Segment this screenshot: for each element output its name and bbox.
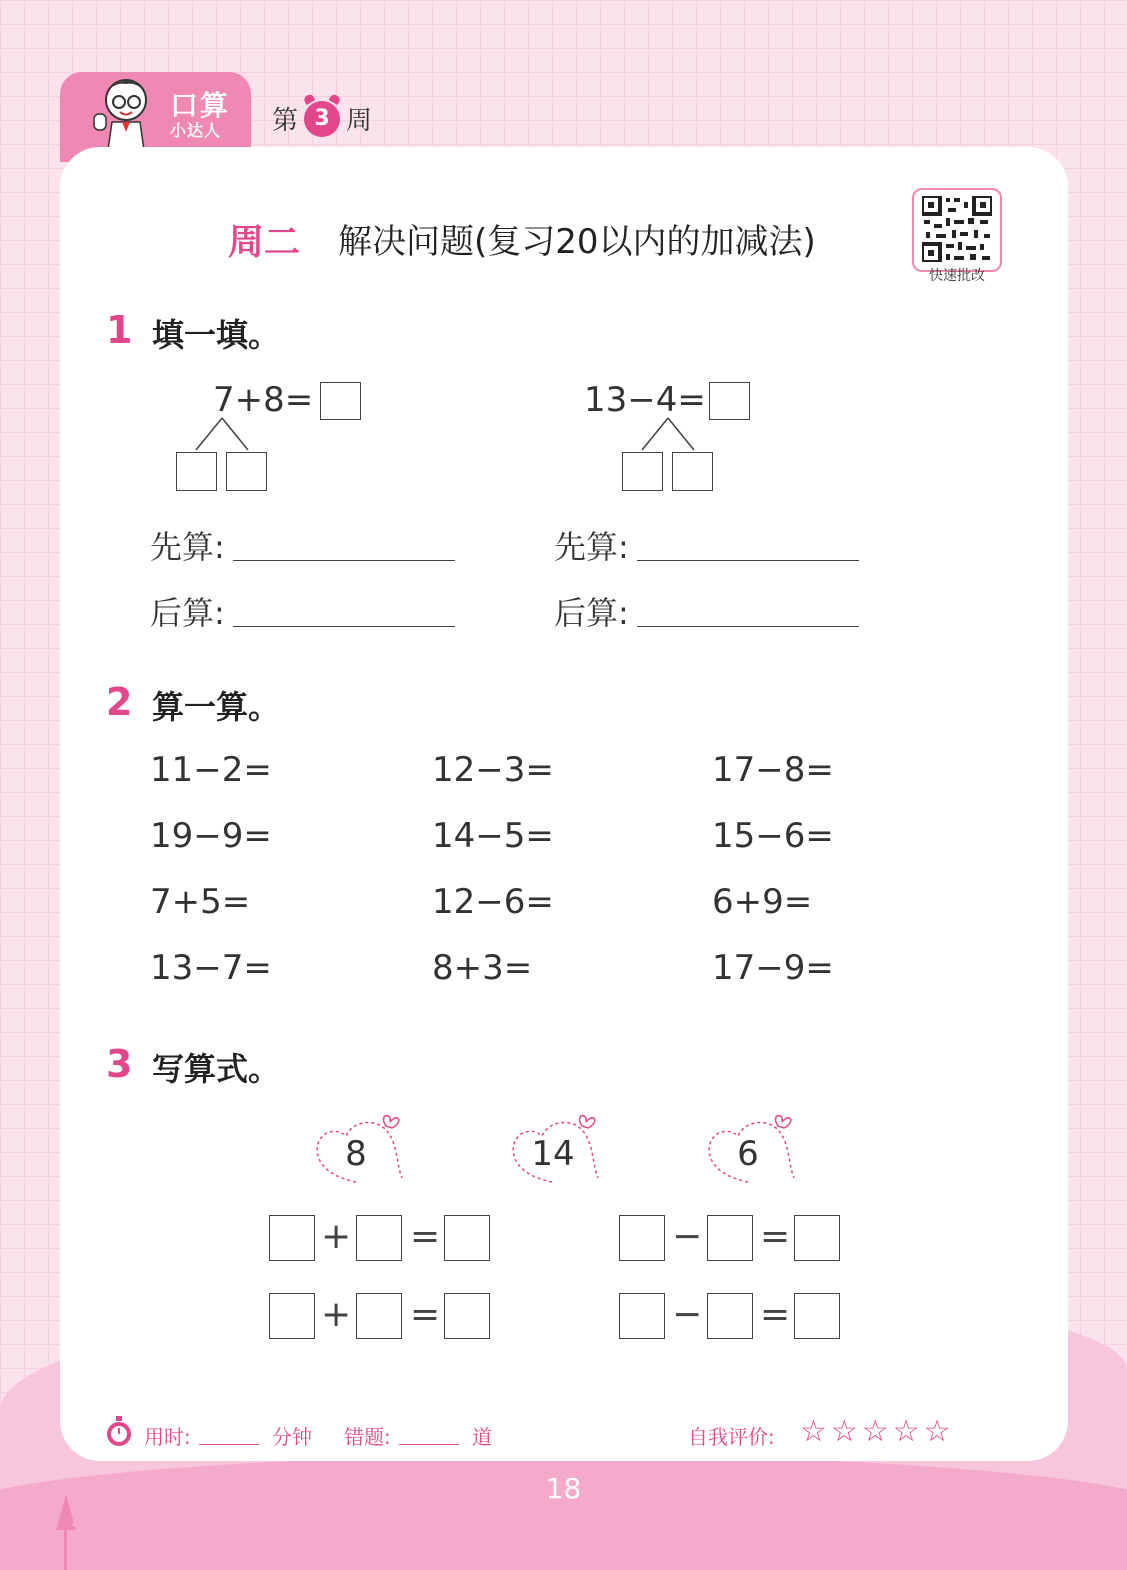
split-box-right[interactable] bbox=[226, 452, 267, 491]
answer-line[interactable] bbox=[637, 626, 859, 627]
target-number: 6 bbox=[737, 1134, 759, 1174]
equals-sign: = bbox=[410, 1294, 441, 1335]
badge-title: 口算 bbox=[170, 89, 231, 122]
day-title: 周二 bbox=[228, 222, 301, 263]
week-number: 3 bbox=[314, 106, 330, 131]
problem-2-expression: 13−4= bbox=[584, 380, 706, 420]
errors-unit: 道 bbox=[472, 1425, 492, 1449]
second-step-label: 后算: bbox=[554, 594, 629, 632]
section-3-number: 3 bbox=[106, 1042, 133, 1086]
calc-problem: 15−6= bbox=[712, 816, 834, 856]
subtrahend-box[interactable] bbox=[707, 1215, 753, 1261]
time-unit: 分钟 bbox=[272, 1425, 312, 1449]
minus-sign: − bbox=[672, 1294, 703, 1335]
split-box-left[interactable] bbox=[176, 452, 217, 491]
answer-box[interactable] bbox=[320, 382, 361, 420]
page-number: 18 bbox=[545, 1472, 582, 1505]
sum-box[interactable] bbox=[444, 1215, 490, 1261]
qr-code-icon bbox=[922, 196, 992, 262]
rating-stars[interactable]: ☆☆☆☆☆ bbox=[800, 1414, 955, 1449]
section-3-title: 写算式。 bbox=[152, 1050, 281, 1088]
minus-sign: − bbox=[672, 1216, 703, 1257]
subtrahend-box[interactable] bbox=[707, 1293, 753, 1339]
time-label: 用时: bbox=[144, 1425, 191, 1449]
first-step-label: 先算: bbox=[150, 528, 225, 566]
calc-problem: 17−9= bbox=[712, 948, 834, 988]
sum-box[interactable] bbox=[444, 1293, 490, 1339]
week-prefix: 第 bbox=[272, 106, 299, 136]
problem-1-expression: 7+8= bbox=[213, 380, 314, 420]
errors-input-line[interactable] bbox=[399, 1444, 459, 1445]
addend-box[interactable] bbox=[269, 1293, 315, 1339]
section-2-number: 2 bbox=[106, 680, 133, 724]
stopwatch-icon bbox=[104, 1414, 134, 1448]
equals-sign: = bbox=[410, 1216, 441, 1257]
week-suffix: 周 bbox=[346, 106, 373, 136]
calc-problem: 11−2= bbox=[150, 750, 272, 790]
calc-problem: 17−8= bbox=[712, 750, 834, 790]
plus-sign: + bbox=[321, 1216, 352, 1257]
target-number: 8 bbox=[345, 1134, 367, 1174]
section-1-title: 填一填。 bbox=[152, 316, 281, 354]
target-number: 14 bbox=[531, 1134, 575, 1174]
split-box-right[interactable] bbox=[672, 452, 713, 491]
calc-problem: 12−3= bbox=[432, 750, 554, 790]
minuend-box[interactable] bbox=[619, 1293, 665, 1339]
difference-box[interactable] bbox=[794, 1215, 840, 1261]
rating-label: 自我评价: bbox=[688, 1425, 775, 1449]
badge-subtitle: 小达人 bbox=[170, 121, 222, 140]
week-indicator bbox=[272, 100, 372, 137]
errors-label: 错题: bbox=[344, 1425, 391, 1449]
calc-problem: 14−5= bbox=[432, 816, 554, 856]
answer-line[interactable] bbox=[233, 560, 455, 561]
split-lines bbox=[190, 416, 260, 452]
calc-problem: 12−6= bbox=[432, 882, 554, 922]
section-1-number: 1 bbox=[106, 308, 133, 352]
section-2-title: 算一算。 bbox=[152, 688, 281, 726]
equals-sign: = bbox=[760, 1216, 791, 1257]
qr-label: 快速批改 bbox=[929, 268, 985, 284]
page-title: 解决问题(复习20以内的加减法) bbox=[338, 222, 816, 262]
difference-box[interactable] bbox=[794, 1293, 840, 1339]
calc-problem: 7+5= bbox=[150, 882, 251, 922]
first-step-label: 先算: bbox=[554, 528, 629, 566]
calc-problem: 19−9= bbox=[150, 816, 272, 856]
calc-problem: 13−7= bbox=[150, 948, 272, 988]
alarm-clock-icon bbox=[304, 101, 340, 137]
equals-sign: = bbox=[760, 1294, 791, 1335]
qr-code[interactable] bbox=[912, 188, 1002, 272]
minuend-box[interactable] bbox=[619, 1215, 665, 1261]
plus-sign: + bbox=[321, 1294, 352, 1335]
answer-line[interactable] bbox=[233, 626, 455, 627]
second-step-label: 后算: bbox=[150, 594, 225, 632]
split-box-left[interactable] bbox=[622, 452, 663, 491]
calc-problem: 6+9= bbox=[712, 882, 813, 922]
addend-box[interactable] bbox=[356, 1215, 402, 1261]
answer-line[interactable] bbox=[637, 560, 859, 561]
addend-box[interactable] bbox=[356, 1293, 402, 1339]
cartoon-boy-icon bbox=[84, 70, 164, 150]
calc-problem: 8+3= bbox=[432, 948, 533, 988]
time-input-line[interactable] bbox=[199, 1444, 259, 1445]
addend-box[interactable] bbox=[269, 1215, 315, 1261]
split-lines bbox=[636, 416, 706, 452]
answer-box[interactable] bbox=[709, 382, 750, 420]
